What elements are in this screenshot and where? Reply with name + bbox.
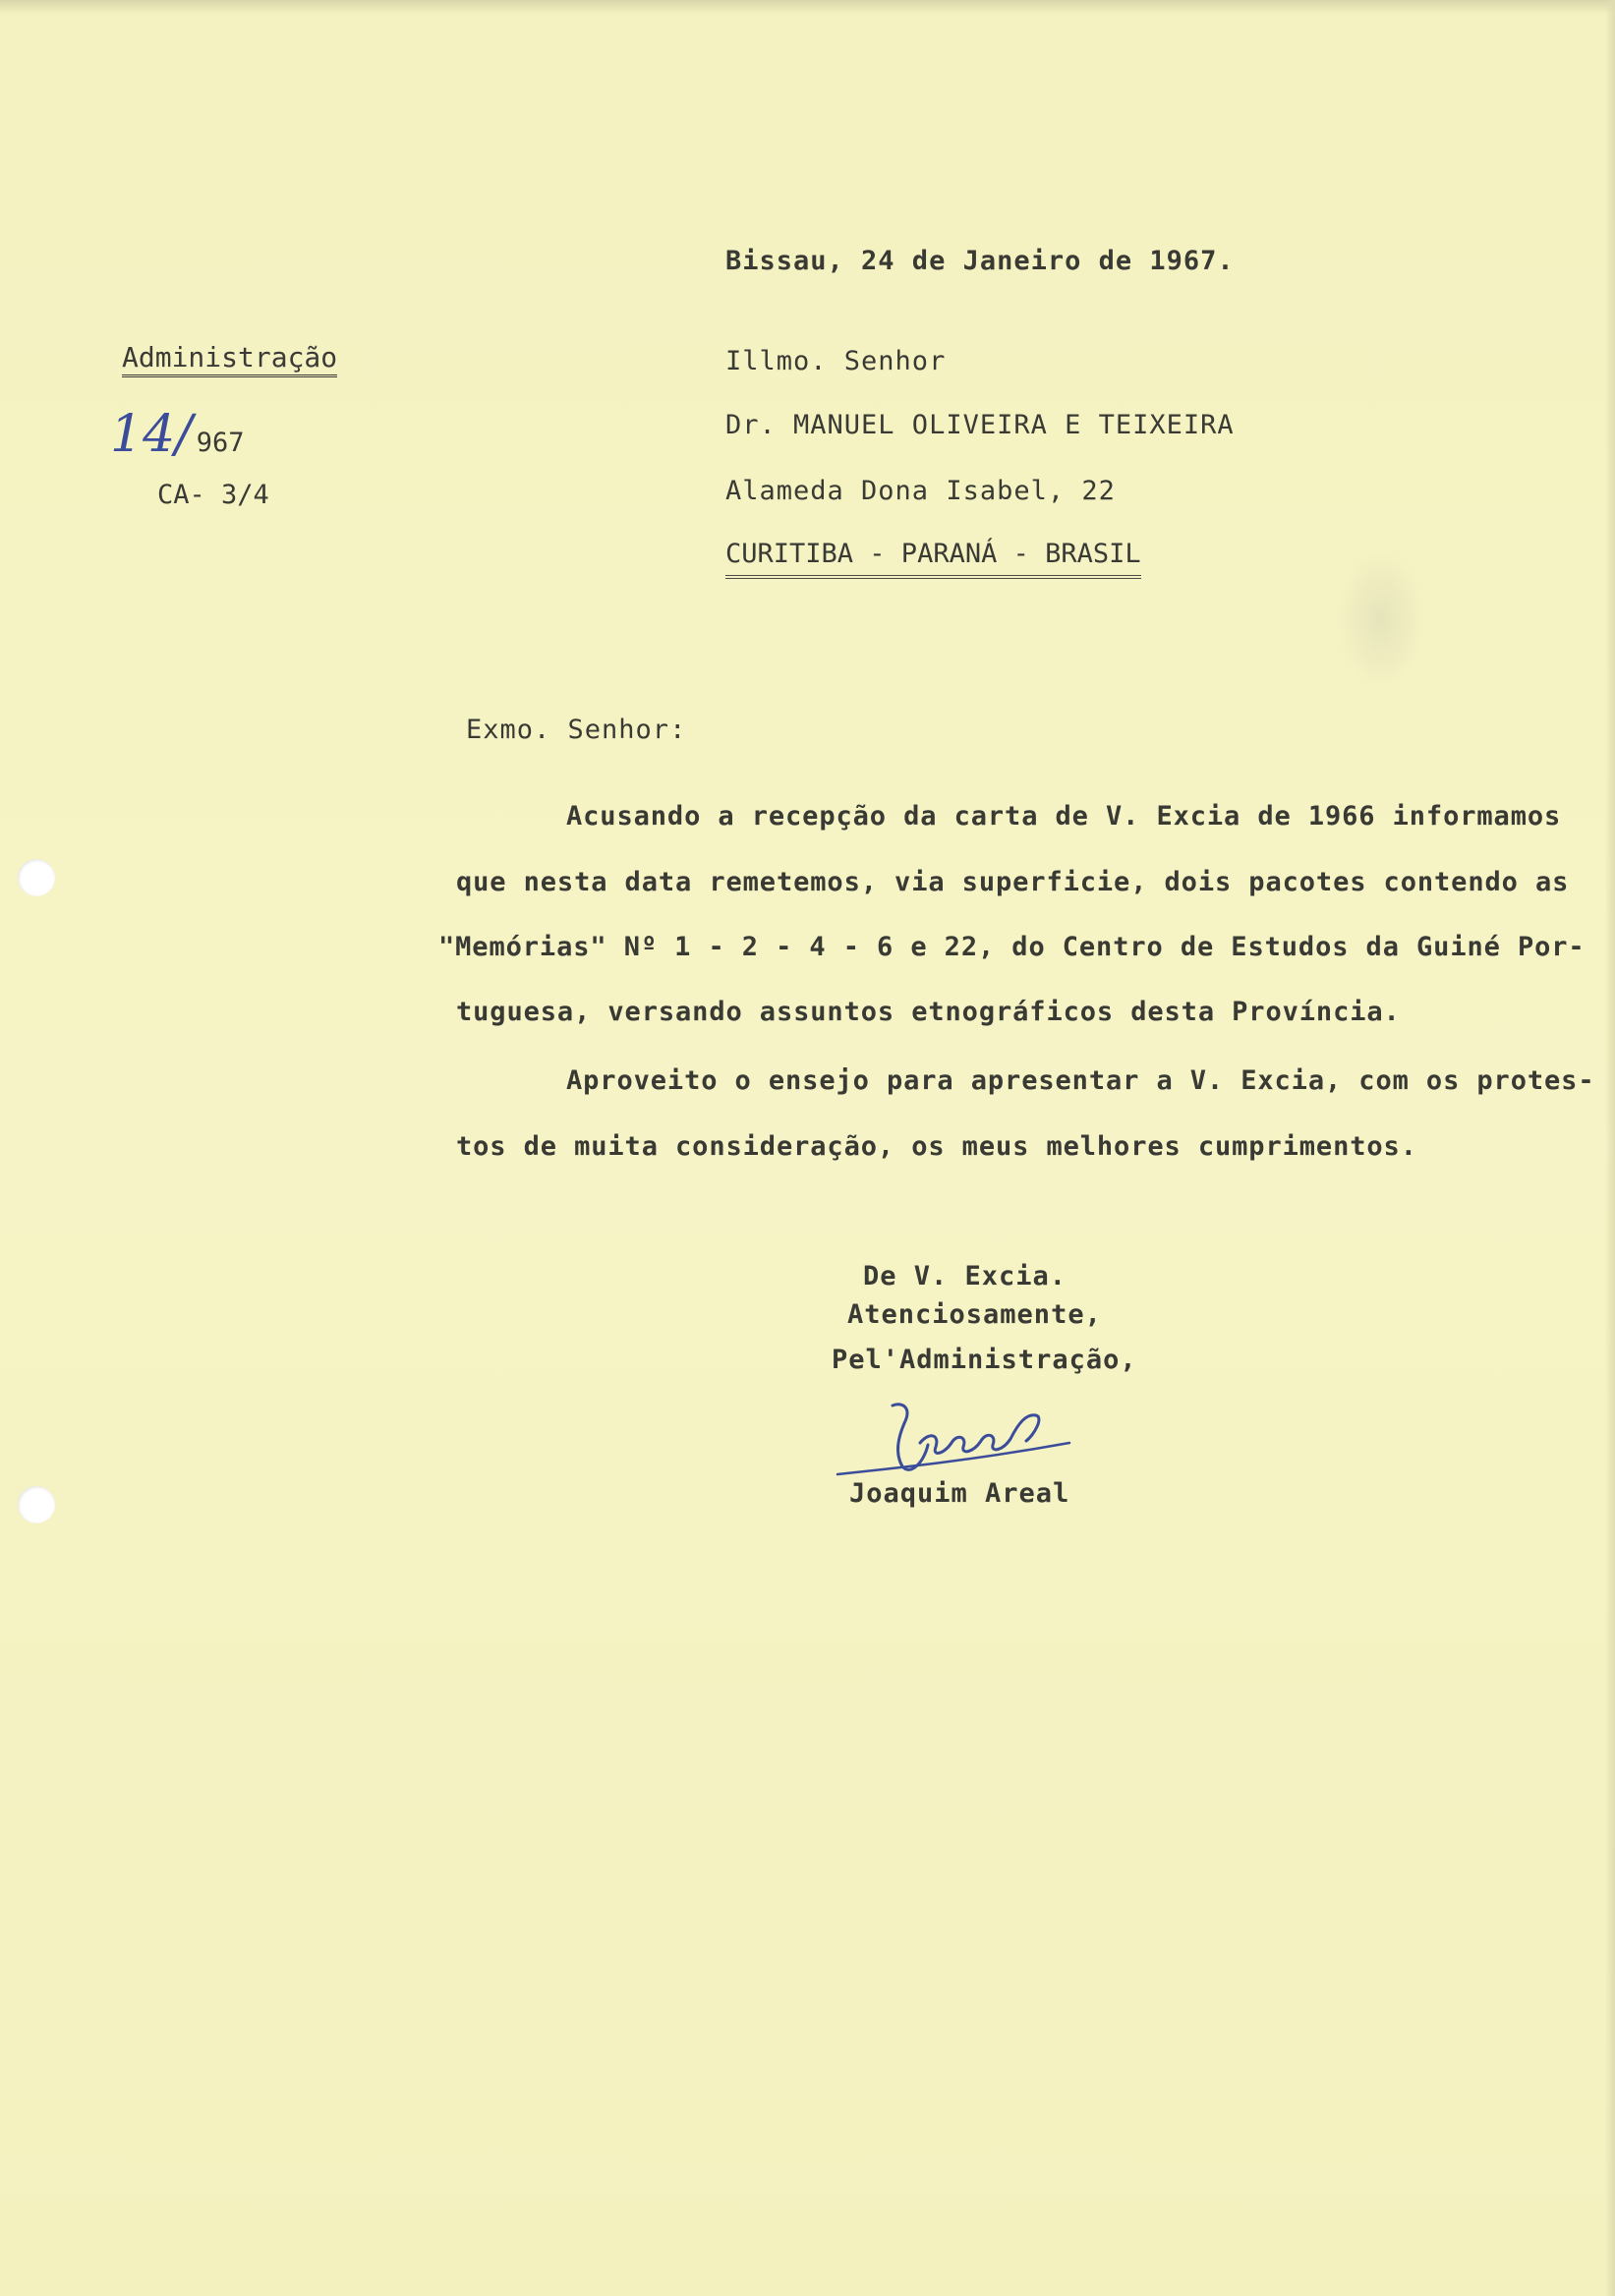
recipient-name: Dr. MANUEL OLIVEIRA E TEIXEIRA xyxy=(725,410,1235,440)
reference-year: 967 xyxy=(196,428,245,458)
body-line-3: "Memórias" Nº 1 - 2 - 4 - 6 e 22, do Centro de Estudos da Guiné Por- xyxy=(438,932,1586,962)
punch-hole-lower xyxy=(18,1486,55,1523)
closing-line-2: Atenciosamente, xyxy=(847,1299,1102,1330)
administration-label: Administração xyxy=(122,341,337,377)
body-line-1: Acusando a recepção da carta de V. Excia de 1966 informamos xyxy=(566,801,1562,832)
reference-handwritten: 14/ xyxy=(110,405,193,464)
signer-name: Joaquim Areal xyxy=(849,1478,1070,1509)
body-line-6: tos de muita consideração, os meus melhores cumprimentos. xyxy=(456,1131,1417,1162)
body-line-5: Aproveito o ensejo para apresentar a V. Excia, com os protes- xyxy=(566,1065,1595,1096)
paper-top-edge xyxy=(0,0,1615,14)
reference-number xyxy=(110,405,244,464)
recipient-city: CURITIBA - PARANÁ - BRASIL xyxy=(725,539,1141,579)
closing-line-3: Pel'Administração, xyxy=(832,1345,1137,1375)
paper-right-edge xyxy=(1605,0,1615,2296)
paper-stain xyxy=(1337,550,1425,688)
punch-hole-upper xyxy=(18,859,55,896)
recipient-street: Alameda Dona Isabel, 22 xyxy=(725,476,1116,506)
body-line-2: que nesta data remetemos, via superficie, dois pacotes contendo as xyxy=(456,867,1570,897)
recipient-salutation: Illmo. Senhor xyxy=(725,346,947,376)
greeting: Exmo. Senhor: xyxy=(466,715,687,745)
body-line-4: tuguesa, versando assuntos etnográficos desta Província. xyxy=(456,997,1401,1027)
reference-code: CA- 3/4 xyxy=(157,480,269,510)
closing-line-1: De V. Excia. xyxy=(863,1261,1067,1292)
date-line: Bissau, 24 de Janeiro de 1967. xyxy=(725,246,1235,276)
handwritten-signature xyxy=(834,1384,1089,1492)
